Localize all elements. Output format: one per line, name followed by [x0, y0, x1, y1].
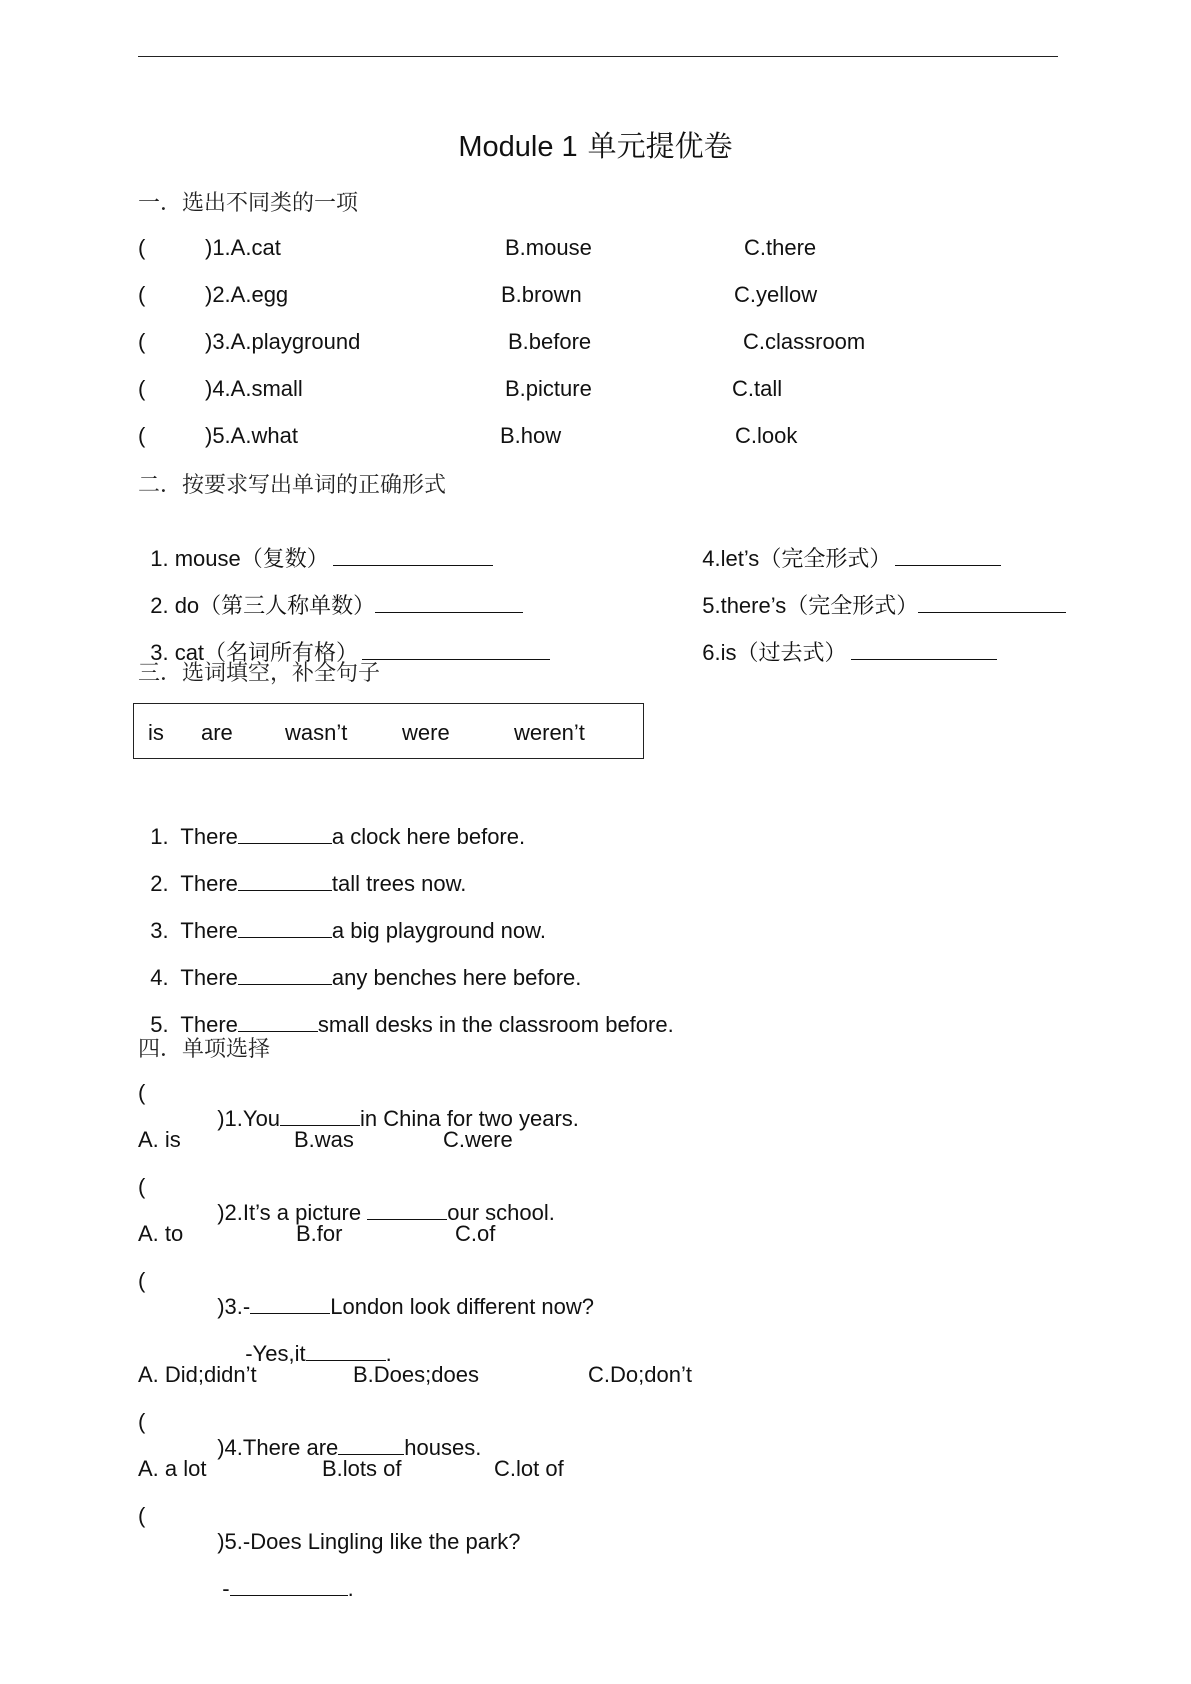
- option-a: )4.A.small: [205, 376, 303, 401]
- option-c: C.of: [455, 1221, 496, 1246]
- question-end: houses.: [404, 1435, 482, 1460]
- word-bank-item: were: [402, 720, 450, 745]
- answer-blank[interactable]: [238, 919, 332, 938]
- title-module: Module 1: [458, 131, 578, 163]
- option-c: C.classroom: [743, 329, 866, 354]
- fill-blank-item-5: [138, 986, 674, 1038]
- mc-question-1: [205, 1080, 579, 1132]
- requirement: （名词所有格）: [204, 641, 359, 666]
- option-a: A. Did;didn’t: [138, 1362, 257, 1387]
- sentence-end: tall trees now.: [331, 871, 467, 896]
- sentence-start: 2. There: [150, 871, 238, 896]
- option-b: B.how: [500, 423, 562, 448]
- section-1-heading: 一．选出不同类的一项: [138, 191, 359, 216]
- requirement: （完全形式）: [786, 594, 919, 619]
- sentence-end: any benches here before.: [331, 965, 582, 990]
- mc-question-3: [205, 1268, 594, 1320]
- answer-paren[interactable]: (: [138, 329, 146, 354]
- word: 3. cat: [150, 640, 205, 665]
- option-c: C.look: [735, 423, 798, 448]
- option-a: )3.A.playground: [205, 329, 361, 354]
- word-bank-item: are: [201, 720, 233, 745]
- requirement: （完全形式）: [759, 547, 892, 572]
- option-b: B.brown: [501, 282, 582, 307]
- word: 2. do: [150, 593, 200, 618]
- header-rule: [138, 56, 1058, 57]
- question-end: in China for two years.: [360, 1106, 579, 1131]
- answer-paren[interactable]: (: [138, 282, 146, 307]
- word: 6.is: [702, 640, 737, 665]
- answer-paren[interactable]: (: [138, 235, 146, 260]
- answer-blank[interactable]: [238, 966, 332, 985]
- mc-question-4: [205, 1409, 481, 1461]
- fill-blank-item-4: [138, 939, 581, 991]
- option-c: C.lot of: [494, 1456, 564, 1481]
- answer-blank[interactable]: [238, 1013, 318, 1032]
- word-bank: [133, 703, 644, 759]
- answer-blank[interactable]: [230, 1577, 348, 1596]
- option-c: C.tall: [732, 376, 783, 401]
- answer-blank[interactable]: [280, 1107, 360, 1126]
- reply-start: -: [222, 1576, 230, 1601]
- answer-paren[interactable]: (: [138, 376, 146, 401]
- question-start: )3.-: [217, 1294, 251, 1319]
- section-4-heading: 四．单项选择: [138, 1037, 271, 1062]
- fill-blank-item-3: [138, 892, 546, 944]
- reply-start: -Yes,it: [245, 1341, 306, 1366]
- word-bank-item: weren’t: [514, 720, 585, 745]
- word: 1. mouse: [150, 546, 241, 571]
- sentence-end: a clock here before.: [331, 824, 526, 849]
- reply-end: .: [347, 1576, 354, 1601]
- mc-question-5: [205, 1503, 521, 1555]
- answer-paren[interactable]: (: [138, 1268, 146, 1293]
- answer-blank[interactable]: [238, 825, 332, 844]
- requirement: （第三人称单数）: [199, 594, 376, 619]
- sentence-end: a big playground now.: [331, 918, 546, 943]
- sentence-start: 5. There: [150, 1012, 238, 1037]
- fill-blank-item-2: [138, 845, 466, 897]
- word-bank-item: wasn’t: [285, 720, 348, 745]
- question-start: )4.There are: [217, 1435, 339, 1460]
- answer-paren[interactable]: (: [138, 1409, 146, 1434]
- requirement: （复数）: [240, 547, 329, 572]
- option-b: B.for: [296, 1221, 343, 1246]
- page-title: [0, 124, 1191, 165]
- option-b: B.Does;does: [353, 1362, 479, 1387]
- answer-blank[interactable]: [851, 641, 997, 660]
- option-a: A. a lot: [138, 1456, 207, 1481]
- option-a: )5.A.what: [205, 423, 298, 448]
- fill-blank-item-1: [138, 798, 525, 850]
- answer-paren[interactable]: (: [138, 423, 146, 448]
- reply-end: .: [385, 1341, 392, 1366]
- mc-reply-3: [233, 1315, 392, 1367]
- question-start: )2.It’s a picture: [217, 1200, 368, 1225]
- answer-blank[interactable]: [367, 1201, 447, 1220]
- option-c: C.there: [744, 235, 817, 260]
- mc-reply-5: [210, 1550, 354, 1602]
- section-2-heading: 二．按要求写出单词的正确形式: [138, 473, 447, 498]
- option-b: B.was: [294, 1127, 354, 1152]
- question-end: our school.: [447, 1200, 555, 1225]
- answer-paren[interactable]: (: [138, 1080, 146, 1105]
- answer-paren[interactable]: (: [138, 1174, 146, 1199]
- option-a: A. to: [138, 1221, 184, 1246]
- answer-blank[interactable]: [238, 872, 332, 891]
- word: 4.let’s: [702, 546, 760, 571]
- option-a: )1.A.cat: [205, 235, 281, 260]
- sentence-start: 1. There: [150, 824, 238, 849]
- option-b: B.before: [508, 329, 592, 354]
- option-b: B.picture: [505, 376, 592, 401]
- answer-blank[interactable]: [362, 641, 550, 660]
- requirement: （过去式）: [736, 641, 847, 666]
- mc-question-2: [205, 1174, 555, 1226]
- title-subtitle: 单元提优卷: [587, 129, 733, 163]
- option-b: B.lots of: [322, 1456, 402, 1481]
- answer-blank[interactable]: [338, 1436, 404, 1455]
- answer-blank[interactable]: [250, 1295, 330, 1314]
- question-start: )1.You: [217, 1106, 281, 1131]
- question-end: London look different now?: [330, 1294, 595, 1319]
- option-c: C.were: [443, 1127, 513, 1152]
- question-text: )5.-Does Lingling like the park?: [217, 1529, 521, 1554]
- option-a: )2.A.egg: [205, 282, 289, 307]
- option-a: A. is: [138, 1127, 181, 1152]
- answer-paren[interactable]: (: [138, 1503, 146, 1528]
- option-c: C.Do;don’t: [588, 1362, 692, 1387]
- word: 5.there’s: [702, 593, 787, 618]
- section-3-heading: 三．选词填空，补全句子: [138, 661, 381, 686]
- option-b: B.mouse: [505, 235, 592, 260]
- sentence-start: 4. There: [150, 965, 238, 990]
- sentence-start: 3. There: [150, 918, 238, 943]
- sentence-end: small desks in the classroom before.: [317, 1012, 674, 1037]
- word-bank-item: is: [148, 720, 164, 745]
- word-form-item-6: [690, 610, 997, 667]
- option-c: C.yellow: [734, 282, 818, 307]
- answer-blank[interactable]: [306, 1342, 386, 1361]
